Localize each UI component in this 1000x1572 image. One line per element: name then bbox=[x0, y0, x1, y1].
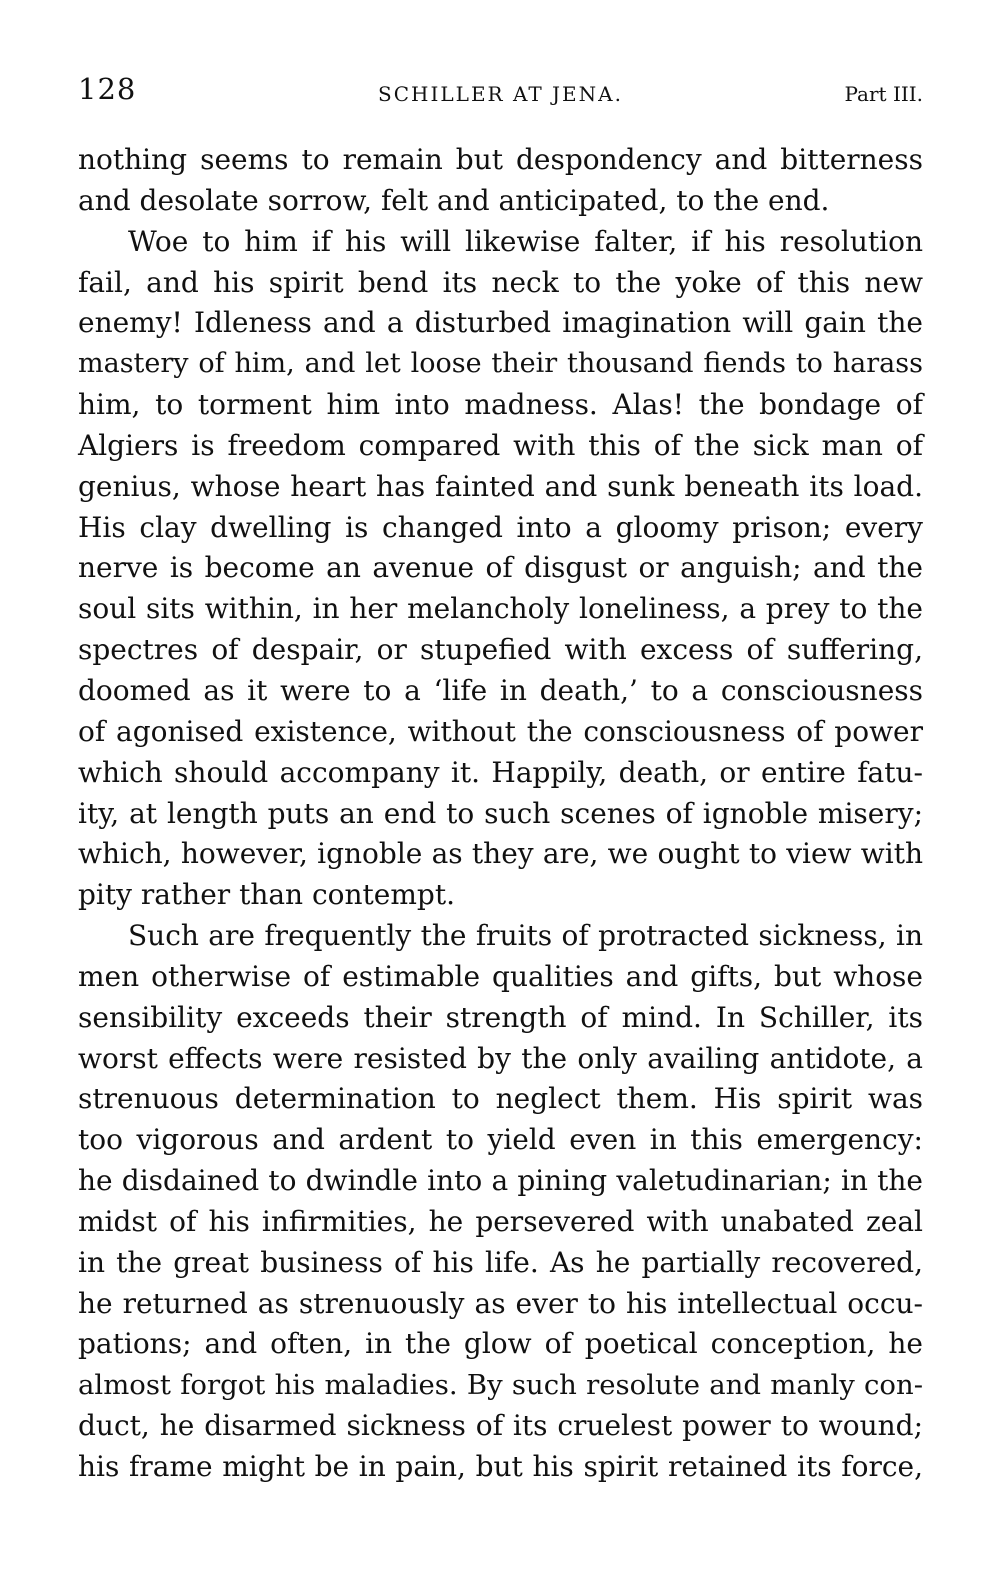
text-line: almost forgot his maladies. By such resolute and manly con- bbox=[78, 1369, 923, 1402]
text-line: fail, and his spirit bend its neck to the yoke of this new bbox=[78, 265, 923, 299]
text-line: men otherwise of estimable qualities and gifts, but whose bbox=[78, 959, 923, 993]
text-line: nothing seems to remain but despondency and bitterness bbox=[78, 143, 923, 176]
body-text bbox=[78, 140, 923, 1488]
text-line: enemy! Idleness and a disturbed imagination will gain the bbox=[78, 306, 923, 340]
text-line: ity, at length puts an end to such scenes of ignoble misery; bbox=[78, 796, 923, 830]
part-label: Part III. bbox=[844, 82, 923, 106]
text-line: Woe to him if his will likewise falter, if his resolution bbox=[128, 224, 923, 258]
text-line: he returned as strenuously as ever to his intellectual occu- bbox=[78, 1286, 923, 1320]
text-line: Such are frequently the fruits of protracted sickness, in bbox=[128, 919, 923, 953]
text-line: too vigorous and ardent to yield even in this emergency: bbox=[78, 1123, 923, 1157]
text-line: in the great business of his life. As he partially recovered, bbox=[78, 1245, 923, 1279]
text-line: pity rather than contempt. bbox=[78, 878, 456, 912]
text-line: midst of his infirmities, he persevered with unabated zeal bbox=[78, 1204, 923, 1238]
text-line: His clay dwelling is changed into a gloomy prison; every bbox=[78, 510, 923, 544]
text-line: doomed as it were to a ‘life in death,’ to a consciousness bbox=[78, 673, 923, 707]
text-line: he disdained to dwindle into a pining valetudinarian; in the bbox=[78, 1164, 923, 1198]
text-line: which, however, ignoble as they are, we ought to view with bbox=[78, 837, 923, 871]
text-line: soul sits within, in her melancholy loneliness, a prey to the bbox=[78, 592, 923, 626]
running-title: SCHILLER AT JENA. bbox=[378, 82, 623, 106]
text-line: spectres of despair, or stupefied with excess of suffering, bbox=[78, 633, 923, 667]
text-line: genius, whose heart has fainted and sunk beneath its load. bbox=[78, 469, 923, 503]
text-line: his frame might be in pain, but his spirit retained its force, bbox=[78, 1450, 923, 1483]
text-line: nerve is become an avenue of disgust or anguish; and the bbox=[78, 551, 923, 585]
text-line: and desolate sorrow, felt and anticipated, to the end. bbox=[78, 183, 830, 217]
text-line: of agonised existence, without the consciousness of power bbox=[78, 714, 923, 748]
text-line: worst effects were resisted by the only availing antidote, a bbox=[78, 1041, 923, 1075]
page-number: 128 bbox=[78, 72, 137, 106]
text-line: strenuous determination to neglect them. His spirit was bbox=[78, 1082, 923, 1116]
running-head bbox=[78, 72, 923, 112]
text-line: Algiers is freedom compared with this of the sick man of bbox=[78, 428, 923, 462]
text-line: duct, he disarmed sickness of its cruelest power to wound; bbox=[78, 1409, 923, 1443]
text-line: pations; and often, in the glow of poetical conception, he bbox=[78, 1327, 923, 1361]
text-line: sensibility exceeds their strength of mind. In Schiller, its bbox=[78, 1000, 923, 1034]
text-line: which should accompany it. Happily, death, or entire fatu- bbox=[78, 755, 923, 789]
text-line: mastery of him, and let loose their thousand fiends to harass bbox=[78, 348, 923, 380]
text-line: him, to torment him into madness. Alas! the bondage of bbox=[78, 388, 923, 422]
